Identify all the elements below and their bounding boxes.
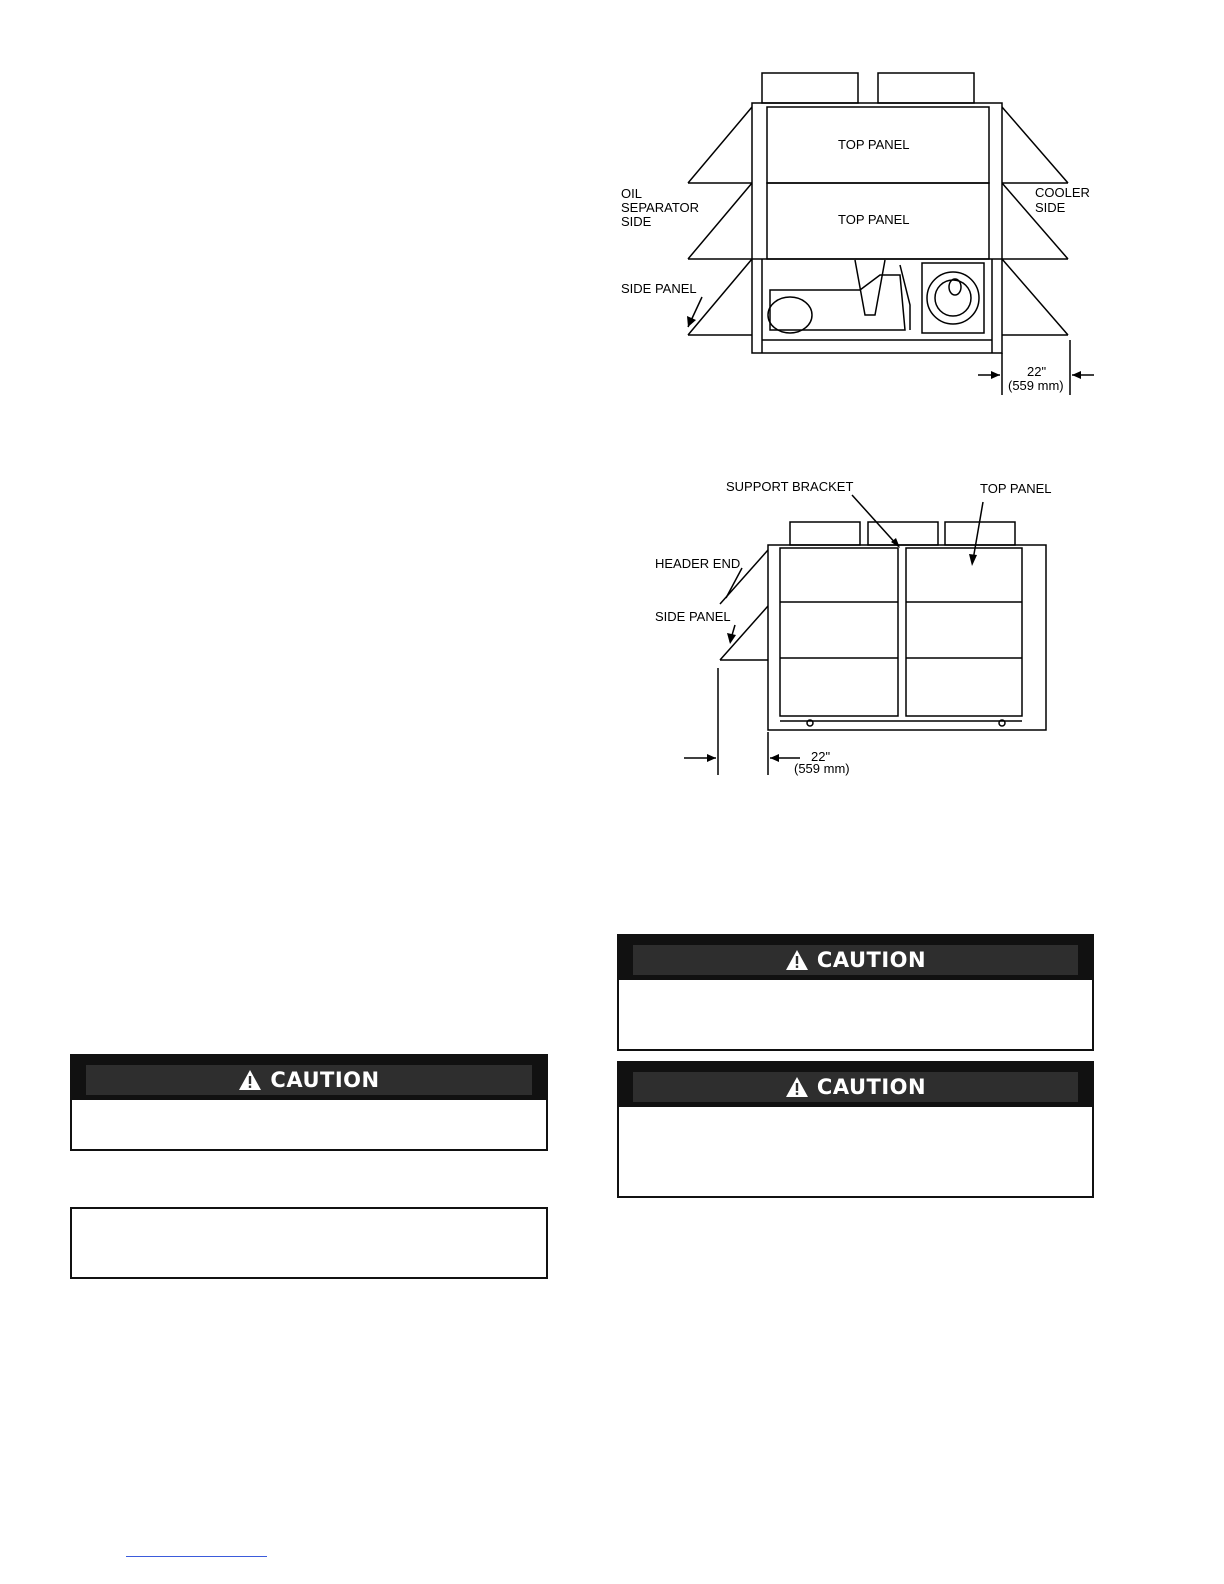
warning-icon [785,1076,809,1098]
caution-banner [86,1065,532,1095]
label-cooler-side: SIDE [1035,200,1066,215]
label-oil: OIL [621,186,642,201]
label-side-panel: SIDE PANEL [621,281,697,296]
label-side-panel: SIDE PANEL [655,609,731,624]
label-top-panel-upper: TOP PANEL [838,137,910,152]
label-separator: SEPARATOR [621,200,700,215]
caution-box-right-1 [617,934,1094,1051]
label-top-panel-lower: TOP PANEL [838,212,910,227]
caution-box-right-2 [617,1061,1094,1198]
label-side: SIDE [621,214,652,229]
figure-end-view-diagram [640,470,1080,785]
caution-banner [633,1072,1078,1102]
warning-icon [785,949,809,971]
caution-label: CAUTION [270,1068,380,1092]
caution-banner [633,945,1078,975]
warning-icon [238,1069,262,1091]
caution-box-left [70,1054,548,1151]
label-dim-mm: (559 mm) [1008,378,1064,393]
note-box-left [70,1207,548,1279]
label-top-panel: TOP PANEL [980,481,1052,496]
label-dim-in: 22" [1027,364,1047,379]
footer-link-rule [126,1556,267,1557]
label-dim-in: 22" [811,749,831,764]
caution-label: CAUTION [816,948,927,972]
label-support-bracket: SUPPORT BRACKET [726,479,854,494]
caution-label: CAUTION [816,1075,927,1099]
figure-side-view-diagram [610,65,1110,400]
label-dim-mm: (559 mm) [794,761,850,776]
label-cooler: COOLER [1035,185,1090,200]
label-header-end: HEADER END [655,556,741,571]
